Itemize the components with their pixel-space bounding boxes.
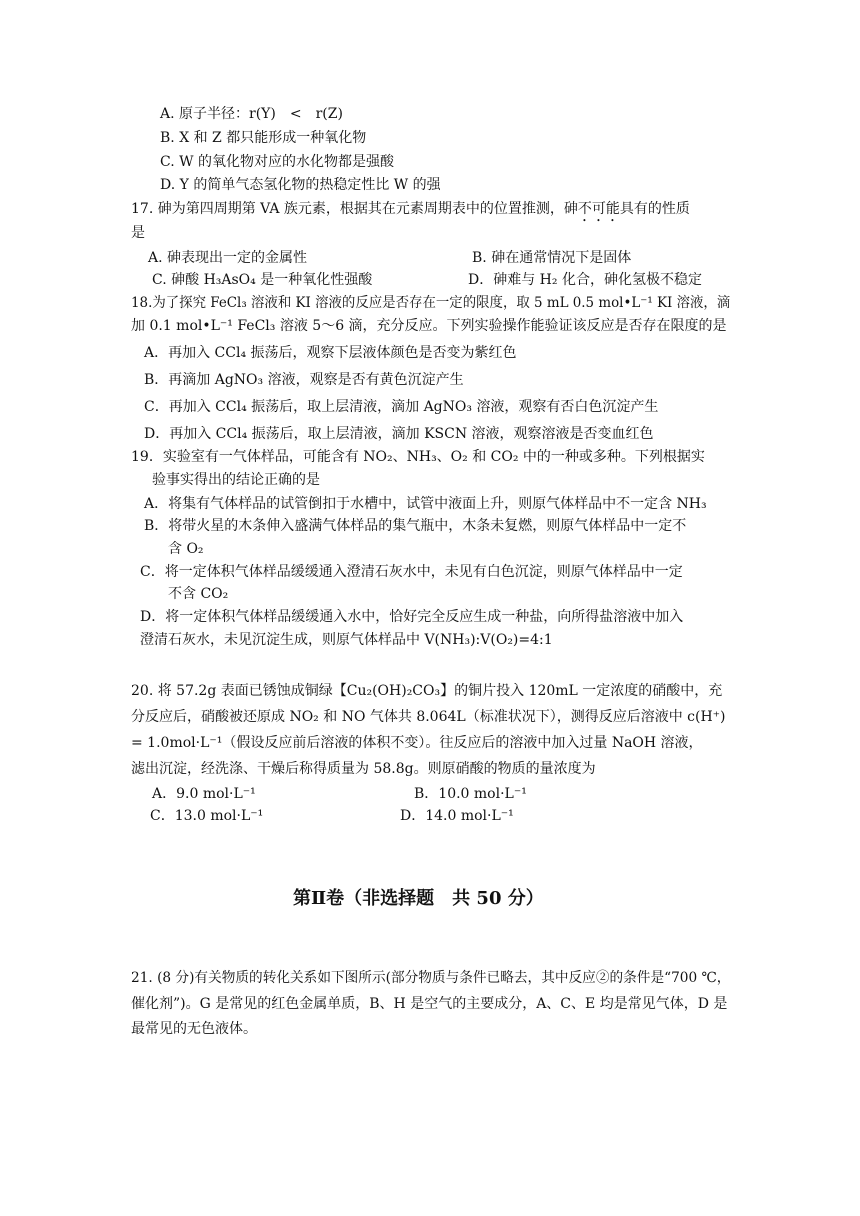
section-title: 第Ⅱ卷（非选择题 共 50 分） — [293, 888, 544, 909]
q21-line2: 催化剂”)。G 是常见的红色金属单质，B、H 是空气的主要成分，A、C、E 均是常见气体，D 是 — [131, 996, 728, 1012]
q17-stem-emphasis: 不可能 — [577, 201, 620, 217]
q21-line3: 最常见的无色液体。 — [131, 1021, 257, 1037]
q19-option-d-line2: 澄清石灰水，未见沉淀生成，则原气体样品中 V(NH₃):V(O₂)=4:1 — [140, 632, 553, 648]
q19-stem-line2: 验事实得出的结论正确的是 — [152, 472, 320, 488]
q20-line1: 20. 将 57.2g 表面已锈蚀成铜绿【Cu₂(OH)₂CO₃】的铜片投入 120mL 一定浓度的硝酸中，充 — [131, 683, 723, 699]
q19-stem-line1: 19．实验室有一气体样品，可能含有 NO₂、NH₃、O₂ 和 CO₂ 中的一种或多种。下列根据实 — [131, 449, 705, 465]
q20-line4: 滤出沉淀，经洗涤、干燥后称得质量为 58.8g。则原硝酸的物质的量浓度为 — [131, 761, 596, 777]
q19-option-c-line1: C．将一定体积气体样品缓缓通入澄清石灰水中，未见有白色沉淀，则原气体样品中一定 — [140, 564, 683, 580]
q16-option-c: C. W 的氧化物对应的水化物都是强酸 — [160, 154, 394, 170]
q17-stem-after: 具有的性质 — [619, 201, 690, 217]
q17-option-a: A. 砷表现出一定的金属性 — [148, 250, 308, 266]
q18-option-c: C．再加入 CCl₄ 振荡后，取上层清液，滴加 AgNO₃ 溶液，观察有否白色沉淀产生 — [144, 399, 659, 415]
q17-option-b: B. 砷在通常情况下是固体 — [472, 250, 632, 266]
q16-option-b: B. X 和 Z 都只能形成一种氧化物 — [160, 130, 367, 146]
q20-option-c: C．13.0 mol·L⁻¹ — [150, 808, 264, 824]
q17-stem-line1 — [131, 199, 690, 219]
q21-line1: 21. (8 分)有关物质的转化关系如下图所示(部分物质与条件已略去，其中反应②的条件是“700 ℃， — [131, 970, 731, 986]
q19-option-b-line2: 含 O₂ — [168, 541, 204, 557]
q18-stem-line1: 18.为了探究 FeCl₃ 溶液和 KI 溶液的反应是否存在一定的限度，取 5 mL 0.5 mol•L⁻¹ KI 溶液，滴 — [131, 295, 731, 311]
q20-option-a: A．9.0 mol·L⁻¹ — [152, 786, 256, 802]
q17-stem-line2: 是 — [131, 225, 145, 241]
q20-line2: 分反应后，硝酸被还原成 NO₂ 和 NO 气体共 8.064L（标准状况下），测得反应后溶液中 c(H⁺) — [131, 709, 726, 725]
q18-stem-line2: 加 0.1 mol•L⁻¹ FeCl₃ 溶液 5～6 滴，充分反应。下列实验操作能验证该反应是否存在限度的是 — [131, 318, 727, 334]
q19-option-c-line2: 不含 CO₂ — [168, 586, 229, 602]
q18-option-b: B．再滴加 AgNO₃ 溶液，观察是否有黄色沉淀产生 — [144, 372, 464, 388]
q17-stem-before: 17. 砷为第四周期第 VA 族元素，根据其在元素周期表中的位置推测，砷 — [131, 201, 578, 217]
q17-option-c: C. 砷酸 H₃AsO₄ 是一种氧化性强酸 — [152, 272, 373, 288]
q20-option-b: B．10.0 mol·L⁻¹ — [414, 786, 527, 802]
q19-option-b-line1: B．将带火星的木条伸入盛满气体样品的集气瓶中，木条未复燃，则原气体样品中一定不 — [144, 518, 687, 534]
q16-option-a: A. 原子半径：r(Y) < r(Z) — [160, 106, 343, 122]
q17-option-d: D．砷难与 H₂ 化合，砷化氢极不稳定 — [468, 272, 702, 288]
q20-line3: = 1.0mol·L⁻¹（假设反应前后溶液的体积不变）。往反应后的溶液中加入过量 NaOH 溶液， — [131, 735, 703, 751]
q18-option-a: A．再加入 CCl₄ 振荡后，观察下层液体颜色是否变为紫红色 — [144, 345, 517, 361]
q20-option-d: D．14.0 mol·L⁻¹ — [400, 808, 514, 824]
q19-option-d-line1: D．将一定体积气体样品缓缓通入水中，恰好完全反应生成一种盐，向所得盐溶液中加入 — [140, 609, 684, 625]
q19-option-a: A．将集有气体样品的试管倒扣于水槽中，试管中液面上升，则原气体样品中不一定含 NH₃ — [144, 496, 707, 512]
q16-option-d: D. Y 的简单气态氢化物的热稳定性比 W 的强 — [160, 177, 441, 193]
q18-option-d: D．再加入 CCl₄ 振荡后，取上层清液，滴加 KSCN 溶液，观察溶液是否变血红色 — [144, 426, 654, 442]
